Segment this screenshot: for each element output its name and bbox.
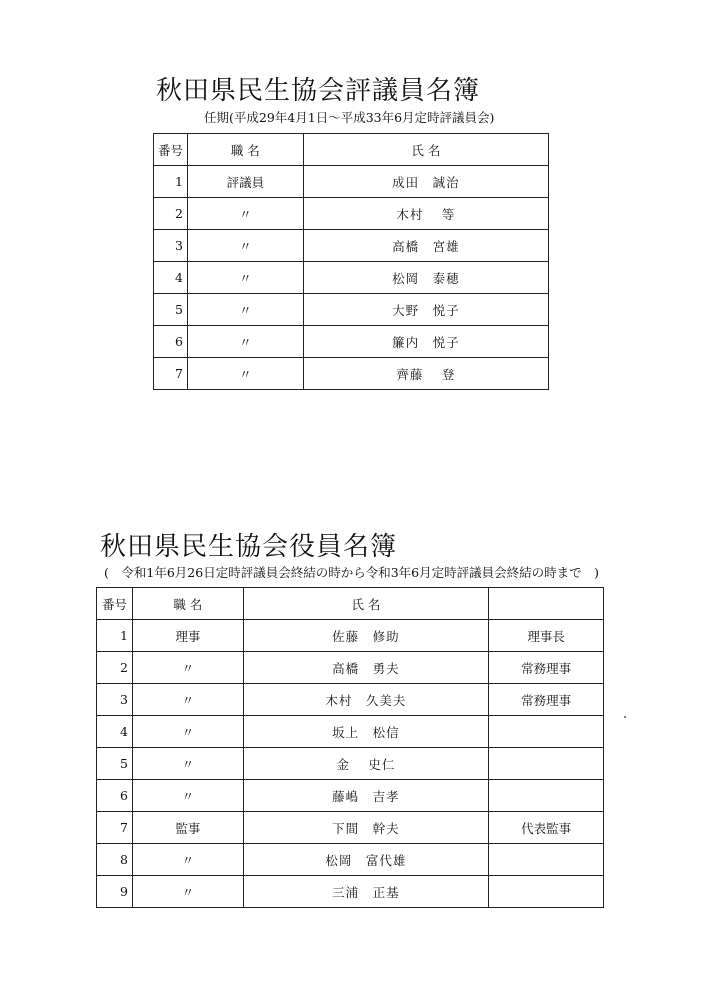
row-number: 6: [97, 780, 133, 812]
row-name: 坂上 松信: [243, 716, 488, 748]
row-name: 佐藤 修助: [243, 620, 488, 652]
row-name: 木村 久美夫: [243, 684, 488, 716]
row-number: 1: [154, 166, 188, 198]
row-position: 理事長: [489, 620, 604, 652]
table-row: [154, 326, 549, 358]
table-row: [97, 716, 604, 748]
row-number: 4: [97, 716, 133, 748]
row-role: 〃: [187, 294, 303, 326]
row-name: 三浦 正基: [243, 876, 488, 908]
row-name: 木村 等: [303, 198, 548, 230]
table-row: [97, 748, 604, 780]
row-role: 〃: [187, 358, 303, 390]
council-list-title: 秋田県民生協会評議員名簿: [156, 76, 481, 106]
row-role: 〃: [187, 262, 303, 294]
row-number: 5: [97, 748, 133, 780]
row-role: 〃: [187, 326, 303, 358]
table-row: [154, 358, 549, 390]
officer-list-title: 秋田県民生協会役員名簿: [100, 532, 398, 562]
table-row: [97, 652, 604, 684]
row-position: [489, 876, 604, 908]
row-number: 4: [154, 262, 188, 294]
table-row: [154, 230, 549, 262]
header-number: 番号: [154, 134, 188, 166]
row-position: 常務理事: [489, 684, 604, 716]
council-members-table: [153, 133, 549, 390]
row-role: 〃: [132, 780, 243, 812]
row-number: 9: [97, 876, 133, 908]
row-position: 代表監事: [489, 812, 604, 844]
row-position: [489, 780, 604, 812]
row-name: 大野 悦子: [303, 294, 548, 326]
header-role: 職 名: [187, 134, 303, 166]
row-number: 2: [97, 652, 133, 684]
row-role: 〃: [187, 230, 303, 262]
row-number: 3: [154, 230, 188, 262]
header-role: 職 名: [132, 588, 243, 620]
row-number: 6: [154, 326, 188, 358]
row-name: 金 史仁: [243, 748, 488, 780]
row-role: 〃: [132, 716, 243, 748]
table-row: [154, 166, 549, 198]
officers-table: [96, 587, 604, 908]
row-position: 常務理事: [489, 652, 604, 684]
row-number: 5: [154, 294, 188, 326]
row-name: 高橋 勇夫: [243, 652, 488, 684]
row-position: [489, 716, 604, 748]
row-role: 〃: [132, 876, 243, 908]
officer-term: ( 令和1年6月26日定時評議員会終結の時から令和3年6月定時評議員会終結の時まで ): [104, 565, 599, 580]
row-role: 監事: [132, 812, 243, 844]
row-role: 評議員: [187, 166, 303, 198]
table-row: [154, 294, 549, 326]
row-role: 〃: [132, 684, 243, 716]
row-role: 〃: [132, 844, 243, 876]
row-role: 理事: [132, 620, 243, 652]
row-name: 齊藤 登: [303, 358, 548, 390]
table-header-row: [97, 588, 604, 620]
row-number: 7: [97, 812, 133, 844]
row-position: [489, 748, 604, 780]
row-name: 松岡 泰穂: [303, 262, 548, 294]
row-name: 下間 幹夫: [243, 812, 488, 844]
row-name: 簾内 悦子: [303, 326, 548, 358]
table-row: [97, 812, 604, 844]
table-row: [154, 198, 549, 230]
row-number: 8: [97, 844, 133, 876]
header-position: [489, 588, 604, 620]
council-term: 任期(平成29年4月1日～平成33年6月定時評議員会): [204, 110, 495, 125]
row-role: 〃: [132, 748, 243, 780]
table-row: [97, 780, 604, 812]
table-header-row: [154, 134, 549, 166]
table-row: [97, 684, 604, 716]
row-role: 〃: [132, 652, 243, 684]
row-name: 松岡 富代雄: [243, 844, 488, 876]
header-name: 氏 名: [243, 588, 488, 620]
scan-speck: [624, 716, 626, 718]
row-role: 〃: [187, 198, 303, 230]
row-number: 2: [154, 198, 188, 230]
table-row: [97, 620, 604, 652]
row-number: 1: [97, 620, 133, 652]
table-row: [97, 876, 604, 908]
row-position: [489, 844, 604, 876]
row-name: 藤嶋 吉孝: [243, 780, 488, 812]
row-name: 高橋 宮雄: [303, 230, 548, 262]
row-number: 7: [154, 358, 188, 390]
header-number: 番号: [97, 588, 133, 620]
table-row: [154, 262, 549, 294]
header-name: 氏 名: [303, 134, 548, 166]
table-row: [97, 844, 604, 876]
row-number: 3: [97, 684, 133, 716]
row-name: 成田 誠治: [303, 166, 548, 198]
